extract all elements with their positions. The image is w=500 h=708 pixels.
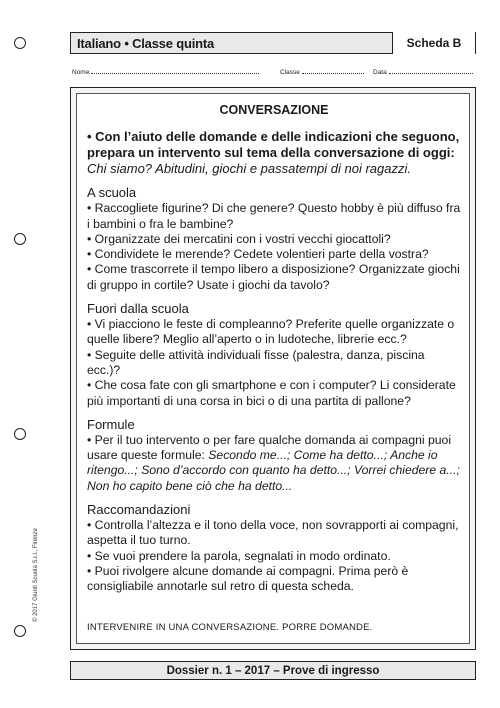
list-item: • Condividete le merende? Cedete volentieri parte della vostra?: [87, 247, 429, 262]
list-item: • Seguite delle attività individuali fisse (palestra, danza, piscina ecc.)?: [87, 347, 425, 377]
content-box: [76, 93, 470, 644]
section-title-formule: Formule: [87, 416, 135, 432]
binder-hole-top: [14, 37, 26, 49]
formule-text: • Per il tuo intervento o per fare qualche domanda ai compagni puoi usare queste formule: Secondo me...; Come ha detto...; Anche io ritengo...; Sono d’accordo con quanto ha detto...; Vorrei chiedere a...; Non ho capito bene ciò che ha detto...: [87, 432, 460, 493]
list-item: • Puoi rivolgere alcune domande ai compagni. Prima però è consigliabile annotarle sul retro di questa scheda.: [87, 563, 409, 594]
list-item: • Come trascorrete il tempo libero a disposizione? Organizzate giochi di gruppo in cortile? Usate i giochi da tavolo?: [87, 262, 460, 292]
intro-text: • Con l’aiuto delle domande e delle indicazioni che seguono, prepara un intervento sul tema della conversazione di oggi:: [87, 129, 460, 161]
name-field[interactable]: Nome: [72, 67, 259, 76]
binder-hole-upper-middle: [14, 233, 26, 245]
content-panel: [70, 87, 476, 650]
section-title-raccomandazioni: Raccomandazioni: [87, 502, 191, 518]
class-field[interactable]: Classe: [280, 67, 364, 76]
list-item: • Raccogliete figurine? Di che genere? Questo hobby è più diffuso fra i bambini o fra le bambine?: [87, 201, 461, 231]
activity-footnote: INTERVENIRE IN UNA CONVERSAZIONE. PORRE DOMANDE.: [87, 622, 373, 633]
copyright-notice: © 2017 Giunti Scuola S.r.l., Firenze: [33, 528, 39, 622]
intro-topic: Chi siamo? Abitudini, giochi e passatempi di noi ragazzi.: [87, 161, 411, 177]
list-item: • Che cosa fate con gli smartphone e con i computer? Li considerate più importanti di una corsa in bici o di una partita di pallone?: [87, 378, 456, 408]
list-item: • Vi piacciono le feste di compleanno? Preferite quelle organizzate o quelle libere? Meglio all’aperto o in ludoteche, librerie ecc.?: [87, 317, 455, 347]
binder-hole-bottom: [14, 625, 26, 637]
date-field[interactable]: Data: [373, 67, 473, 76]
content-body: [87, 94, 461, 595]
section-title-fuori-dalla-scuola: Fuori dalla scuola: [87, 301, 189, 317]
list-item: • Organizzate dei mercatini con i vostri vecchi giocattoli?: [87, 231, 391, 246]
student-fields: [72, 67, 476, 79]
dossier-footer: Dossier n. 1 – 2017 – Prove di ingresso: [70, 661, 476, 680]
sheet-label: Scheda B: [392, 32, 475, 54]
formule-examples: Secondo me...; Come ha detto...; Anche io ritengo...; Sono d’accordo con quanto ha detto...; Vorrei chiedere a...; Non ho capito bene ciò che ha detto...: [87, 448, 460, 493]
list-item: • Se vuoi prendere la parola, segnalati in modo ordinato.: [87, 548, 391, 563]
section-title-a-scuola: A scuola: [87, 185, 137, 201]
worksheet-header: [70, 32, 476, 54]
binder-hole-lower-middle: [14, 428, 26, 440]
page-title: CONVERSAZIONE: [219, 103, 329, 117]
list-item: • Controlla l’altezza e il tono della voce, non sovrapporti ai compagni, aspetta il tuo turno.: [87, 518, 459, 548]
subject-title: Italiano • Classe quinta: [77, 36, 215, 51]
